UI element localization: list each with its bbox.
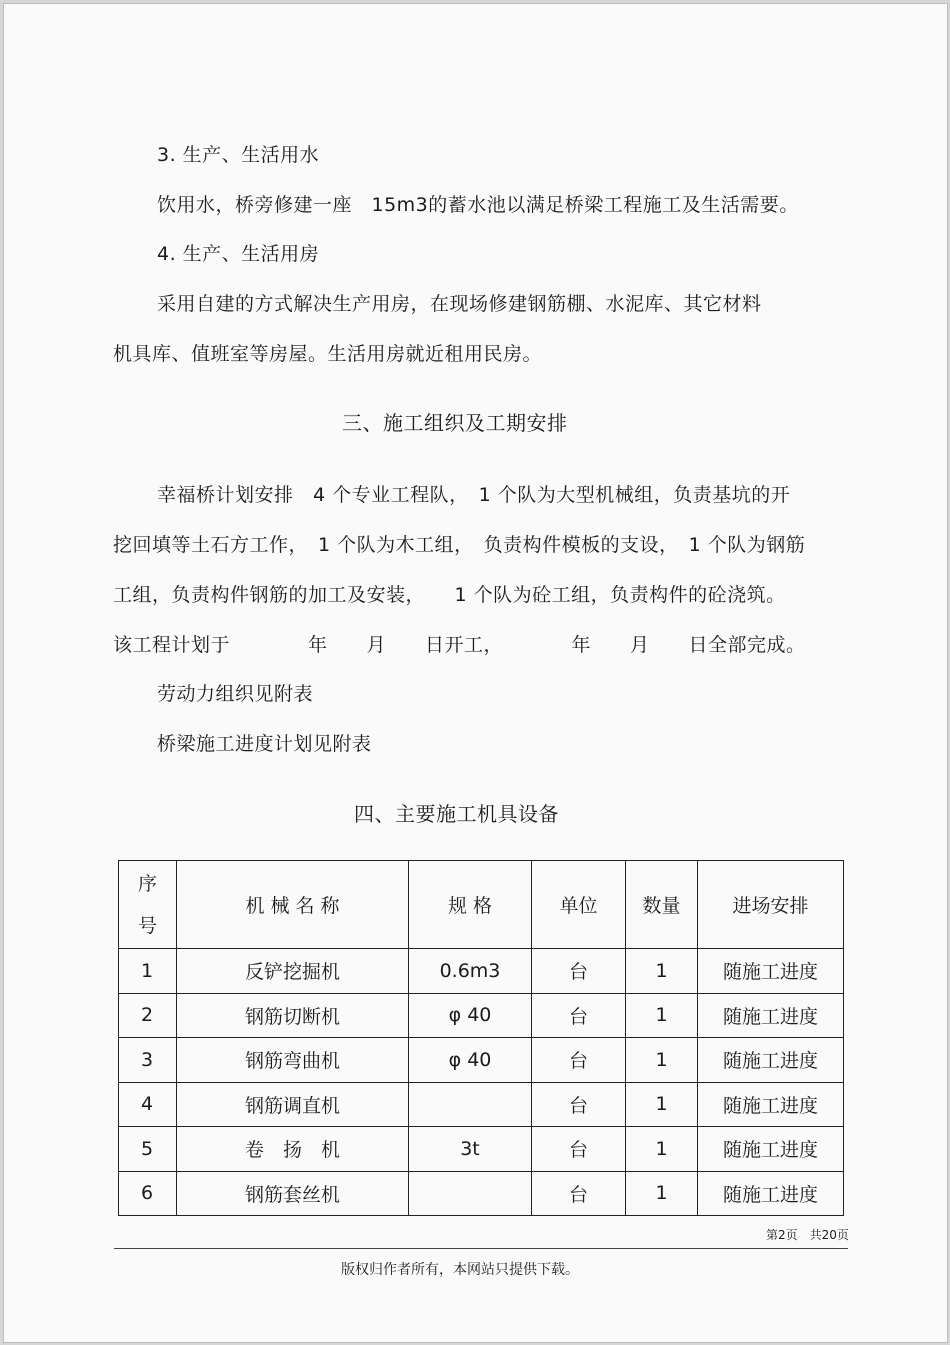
cell-arrange: 随施工进度 (698, 1038, 844, 1083)
header-serial-line1: 序 (137, 872, 157, 895)
cell-name: 钢筋弯曲机 (177, 1038, 409, 1083)
cell-qty: 1 (626, 993, 698, 1038)
cell-unit: 台 (532, 1038, 626, 1083)
table-header-row (119, 861, 844, 949)
cell-name: 钢筋套丝机 (177, 1171, 409, 1216)
cell-no: 3 (119, 1038, 177, 1083)
header-unit: 单位 (532, 861, 626, 949)
cell-unit: 台 (532, 949, 626, 994)
cell-unit: 台 (532, 993, 626, 1038)
copyright-notice: 版权归作者所有，本网站只提供下载。 (341, 1262, 579, 1278)
cell-arrange: 随施工进度 (698, 1171, 844, 1216)
cell-unit: 台 (532, 1171, 626, 1216)
paragraph-org-line2: 挖回填等土石方工作， 1 个队为木工组， 负责构件模板的支设， 1 个队为钢筋 (113, 534, 806, 556)
page-number: 第2页 共20页 (766, 1228, 849, 1242)
cell-qty: 1 (626, 949, 698, 994)
section-title-organization: 三、施工组织及工期安排 (342, 411, 568, 435)
cell-qty: 1 (626, 1038, 698, 1083)
cell-spec (409, 1171, 532, 1216)
cell-spec (409, 1082, 532, 1127)
cell-qty: 1 (626, 1127, 698, 1172)
cell-name: 卷 扬 机 (177, 1127, 409, 1172)
header-serial-line2: 号 (137, 914, 157, 937)
header-arrange: 进场安排 (698, 861, 844, 949)
cell-unit: 台 (532, 1127, 626, 1172)
cell-spec: φ 40 (409, 993, 532, 1038)
paragraph-water: 饮用水，桥旁修建一座 15m3的蓄水池以满足桥梁工程施工及生活需要。 (157, 194, 799, 216)
paragraph-housing-line2: 机具库、值班室等房屋。生活用房就近租用民房。 (113, 343, 543, 365)
cell-no: 4 (119, 1082, 177, 1127)
header-qty: 数量 (626, 861, 698, 949)
cell-qty: 1 (626, 1082, 698, 1127)
cell-name: 钢筋切断机 (177, 993, 409, 1038)
cell-name: 钢筋调直机 (177, 1082, 409, 1127)
cell-arrange: 随施工进度 (698, 1082, 844, 1127)
section-housing-heading: 4. 生产、生活用房 (157, 243, 320, 265)
cell-unit: 台 (532, 1082, 626, 1127)
paragraph-housing-line1: 采用自建的方式解决生产用房，在现场修建钢筋棚、水泥库、其它材料 (157, 293, 762, 315)
section-water-heading: 3. 生产、生活用水 (157, 144, 320, 166)
cell-no: 2 (119, 993, 177, 1038)
table-row (119, 1171, 844, 1216)
table-row (119, 993, 844, 1038)
table-row (119, 949, 844, 994)
cell-no: 6 (119, 1171, 177, 1216)
cell-no: 5 (119, 1127, 177, 1172)
cell-spec: φ 40 (409, 1038, 532, 1083)
footer-divider (114, 1248, 848, 1249)
table-row (119, 1127, 844, 1172)
header-spec: 规 格 (409, 861, 532, 949)
header-serial (119, 861, 177, 949)
cell-no: 1 (119, 949, 177, 994)
paragraph-org-line1: 幸福桥计划安排 4 个专业工程队， 1 个队为大型机械组，负责基坑的开 (157, 484, 791, 506)
section-title-equipment: 四、主要施工机具设备 (354, 802, 559, 826)
header-name: 机 械 名 称 (177, 861, 409, 949)
cell-spec: 0.6m3 (409, 949, 532, 994)
paragraph-schedule: 该工程计划于 年 月 日开工， 年 月 日全部完成。 (113, 634, 806, 656)
cell-arrange: 随施工进度 (698, 993, 844, 1038)
cell-qty: 1 (626, 1171, 698, 1216)
table-row (119, 1038, 844, 1083)
equipment-table (118, 860, 844, 1216)
cell-arrange: 随施工进度 (698, 1127, 844, 1172)
paragraph-org-line3: 工组，负责构件钢筋的加工及安装， 1 个队为砼工组，负责构件的砼浇筑。 (113, 584, 786, 606)
paragraph-progress-ref: 桥梁施工进度计划见附表 (157, 733, 372, 755)
paragraph-labor-ref: 劳动力组织见附表 (157, 683, 314, 705)
cell-name: 反铲挖掘机 (177, 949, 409, 994)
cell-spec: 3t (409, 1127, 532, 1172)
table-row (119, 1082, 844, 1127)
cell-arrange: 随施工进度 (698, 949, 844, 994)
